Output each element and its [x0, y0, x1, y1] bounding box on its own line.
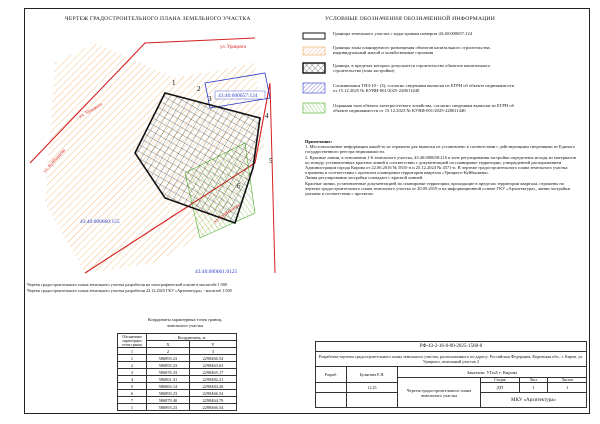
stamp-sheet: 1: [519, 383, 548, 393]
col-header: Обозначение характерных точек границ: [118, 334, 147, 348]
stamp-date: 12.25: [347, 383, 398, 393]
notes-block: [305, 139, 577, 196]
stamp-sheet-header: Лист: [519, 378, 548, 383]
stamp-stage-header: Стадия: [481, 378, 520, 383]
stamp-org: МКУ «Архитектура»: [481, 393, 587, 408]
stamp-name: Булыгина Е.Н.: [347, 367, 398, 383]
point-number: 1: [172, 79, 176, 87]
stamp-description: Разработка чертежа градостроительного плана земельного участка, расположенного по адресу: Российская Федерация, Кировская обл., г. Киров, ул. Урицкого, земельный участок 2: [316, 352, 587, 367]
street-label: ул. Куйбышева: [42, 148, 67, 175]
col-header: X: [147, 341, 190, 348]
notes-paragraph: Красные линии, установленные документацией по планировке территории, проходящие в пределах территории квартала, отражены на чертеже градостроительного плана земельного участка от 20.09.2019 и на информационной основе ГКУ «Архитектура», линии застройки указаны в соответствии с проектом.: [305, 180, 570, 197]
coords-table: Обозначение характерных точек границ Координаты, м X Y 1 2 3 1 586893.23 2298466.54 2 586893.23 2298463.63 3 586876.33 2298465.17 4 586861.41 2298482.21 5 586863.14 2298484.26 6 586893.23 2298466.54 7 586879.40 2298464.79 1 586893.23 2298466.54: [117, 333, 237, 411]
notes-paragraph: 1. Местоположение информации какой-то из отражена для выписки из установлено в соответствии с действующими сведениями из Единого государственного реестра недвижимости.: [305, 144, 576, 155]
point-number: 5: [269, 157, 273, 165]
drawing-sheet: [24, 8, 590, 414]
red-line: [270, 83, 275, 273]
stamp-role: Разраб.: [316, 367, 347, 383]
stamp-sheets: 1: [548, 383, 587, 393]
street-label: ул. Урицкого: [220, 45, 247, 50]
legend-item: Охранная зона объекта электросетевого хозяйства, согласно сведениям выписки из ЕГРН об объекте недвижимости от 15.12.2025 № КУВИ-001/2025-228611440: [333, 103, 515, 114]
table-row: 1 586893.23 2298466.54: [118, 404, 237, 411]
table-row: 2 586893.23 2298463.63: [118, 362, 237, 369]
legend-swatches: [301, 31, 329, 131]
street-label: ул. Урицкого: [78, 102, 104, 120]
point-number: 3: [208, 95, 212, 103]
table-row: 6 586893.23 2298466.54: [118, 390, 237, 397]
notes-heading: Примечание:: [305, 139, 333, 144]
table-row: 7 586879.40 2298464.79: [118, 397, 237, 404]
legend-item: Граница, в пределах которых допускается строительство объектов капитального строительства (зона застройки): [333, 63, 491, 74]
coords-caption: Координаты характерных точек границ, земельного участка: [147, 317, 223, 328]
table-row: 1 586893.23 2298466.54: [118, 355, 237, 362]
table-row: 5 586863.14 2298484.26: [118, 383, 237, 390]
table-row: 3 586876.33 2298465.17: [118, 369, 237, 376]
notes-paragraph: 2. Красные линии, в отношении 1-6 земельного участка, 43:40:000658:216 в зоне регулирования застройки определены исходя из материалов по поводу установленных красных линий в соответствии с документацией по планировке территории, утвержденной распоряжением Администрации города Кирова от 22.06.2016 № 5835-п и 25.12.2024 № 4571-п. В чертеже градостроительного плана земельного участка отражены в соответствии с проектом планировки территории квартала «Урицкого-Куйбышева».: [305, 154, 576, 176]
cadastral-label: 43:40:000660:155: [80, 219, 120, 225]
point-number: 2: [197, 85, 201, 93]
drawing-title: ЧЕРТЕЖ ГРАДОСТРОИТЕЛЬНОГО ПЛАНА ЗЕМЕЛЬНОГО УЧАСТКА: [65, 16, 251, 22]
map-caption: Чертеж градостроительного плана земельного участка разработан 22.12.2025 ГКУ «Архитектура» - масштаб 1:500: [27, 288, 232, 293]
title-block: [315, 341, 587, 408]
notes-paragraph: Линия регулирования застройки совпадает с красной линией.: [305, 175, 424, 181]
legend-item: Границы зоны планируемого размещения объектов капитального строительства, индивидуальный жилой и хозяйственные строения: [333, 45, 491, 56]
cadastral-label: 43:40:000657:124: [218, 93, 258, 99]
stamp-doc-title: Чертеж градостроительного плана земельного участка: [398, 378, 481, 408]
table-row: 4 586861.41 2298482.21: [118, 376, 237, 383]
map-caption: Чертеж градостроительного плана земельного участка разработан на топографической основе в масштабе 1:500: [27, 282, 228, 287]
site-plan-map: [25, 23, 295, 293]
stamp-date-label: [316, 383, 347, 393]
point-number: 4: [265, 112, 269, 120]
cadastral-label: 43:40:000661:0125: [195, 269, 238, 275]
stamp-stage: ДП: [481, 383, 520, 393]
stamp-customer: Заказчик: УГиА г. Кирова: [398, 367, 587, 378]
stamp-sheets-header: Листов: [548, 378, 587, 383]
col-header: Y: [189, 341, 236, 348]
legend-item: Сложившаяся ТНЗ-10 - (З), согласно сведениям выписки из ЕГРН об объекте недвижимости от 15.12.2025 № КУВИ-001/2025-228611440: [333, 83, 515, 94]
street-label: ул. Куйбышева: [213, 202, 242, 225]
stamp-code: РФ-43-2-16-0-00-2025-1560-0: [316, 342, 587, 352]
legend-title: УСЛОВНЫЕ ОБОЗНАЧЕНИЯ ОБОЗНАЧЕННОЙ ИНФОРМАЦИИ: [325, 16, 495, 22]
point-number: 6: [237, 182, 241, 190]
col-header: Координаты, м: [147, 334, 237, 341]
legend-item: Границы земельного участка с кадастровым номером 43:40:000657:124: [333, 31, 473, 36]
